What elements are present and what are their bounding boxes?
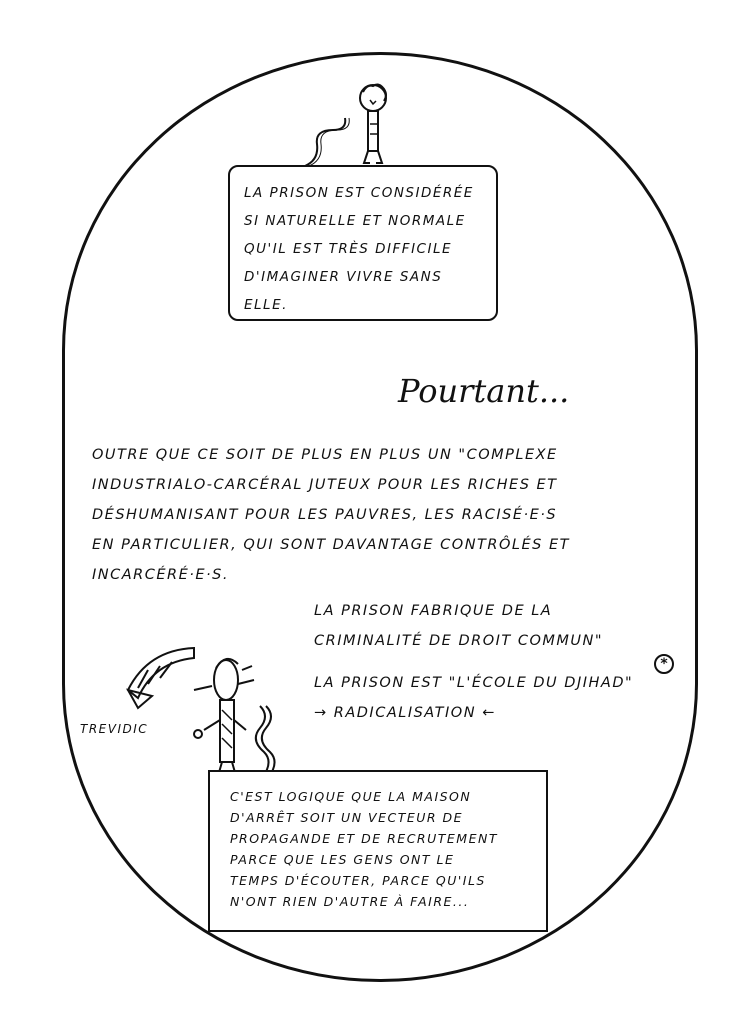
character-top-illustration xyxy=(300,78,410,170)
paragraph-line: INCARCÉRÉ·E·S. xyxy=(92,567,229,583)
bubble-top-line: D'IMAGINER VIVRE SANS xyxy=(244,269,443,285)
footnote-asterisk-icon: * xyxy=(654,654,674,674)
paragraph-line: OUTRE QUE CE SOIT DE PLUS EN PLUS UN "COMPLEXE xyxy=(92,447,558,463)
trevidic-character-illustration xyxy=(118,640,298,780)
trevidic-label: TREVIDIC xyxy=(80,722,149,736)
bubble-bottom-line: D'ARRÊT SOIT UN VECTEUR DE xyxy=(230,810,464,825)
speech-bubble-top xyxy=(228,165,498,321)
bubble-top-line: ELLE. xyxy=(244,297,288,313)
paragraph-line: INDUSTRIALO-CARCÉRAL JUTEUX POUR LES RICHES ET xyxy=(92,477,558,493)
right-text-line-3: LA PRISON EST "L'ÉCOLE DU DJIHAD" xyxy=(314,675,634,691)
paragraph-line: EN PARTICULIER, QUI SONT DAVANTAGE CONTRÔLÉS ET xyxy=(92,537,570,553)
body-paragraph xyxy=(92,440,692,590)
bubble-bottom-line: PROPAGANDE ET DE RECRUTEMENT xyxy=(230,831,498,846)
bubble-top-line: LA PRISON EST CONSIDÉRÉE xyxy=(244,185,474,201)
paragraph-line: DÉSHUMANISANT POUR LES PAUVRES, LES RACISÉ·E·S xyxy=(92,507,558,523)
bubble-top-line: QU'IL EST TRÈS DIFFICILE xyxy=(244,241,453,257)
bubble-bottom-line: TEMPS D'ÉCOUTER, PARCE QU'ILS xyxy=(230,873,486,888)
right-text-line-1: LA PRISON FABRIQUE DE LA xyxy=(314,603,553,619)
pourtant-heading: Pourtant... xyxy=(398,372,570,410)
right-text-line-2: CRIMINALITÉ DE DROIT COMMUN" xyxy=(314,633,604,649)
right-text-block xyxy=(314,596,694,728)
bubble-top-line: SI NATURELLE ET NORMALE xyxy=(244,213,466,229)
bubble-bottom-line: N'ONT RIEN D'AUTRE À FAIRE... xyxy=(230,894,470,909)
bubble-bottom-line: C'EST LOGIQUE QUE LA MAISON xyxy=(230,789,472,804)
bubble-bottom-line: PARCE QUE LES GENS ONT LE xyxy=(230,852,455,867)
right-text-line-4: → RADICALISATION ← xyxy=(314,705,496,721)
speech-bubble-bottom xyxy=(208,770,548,932)
